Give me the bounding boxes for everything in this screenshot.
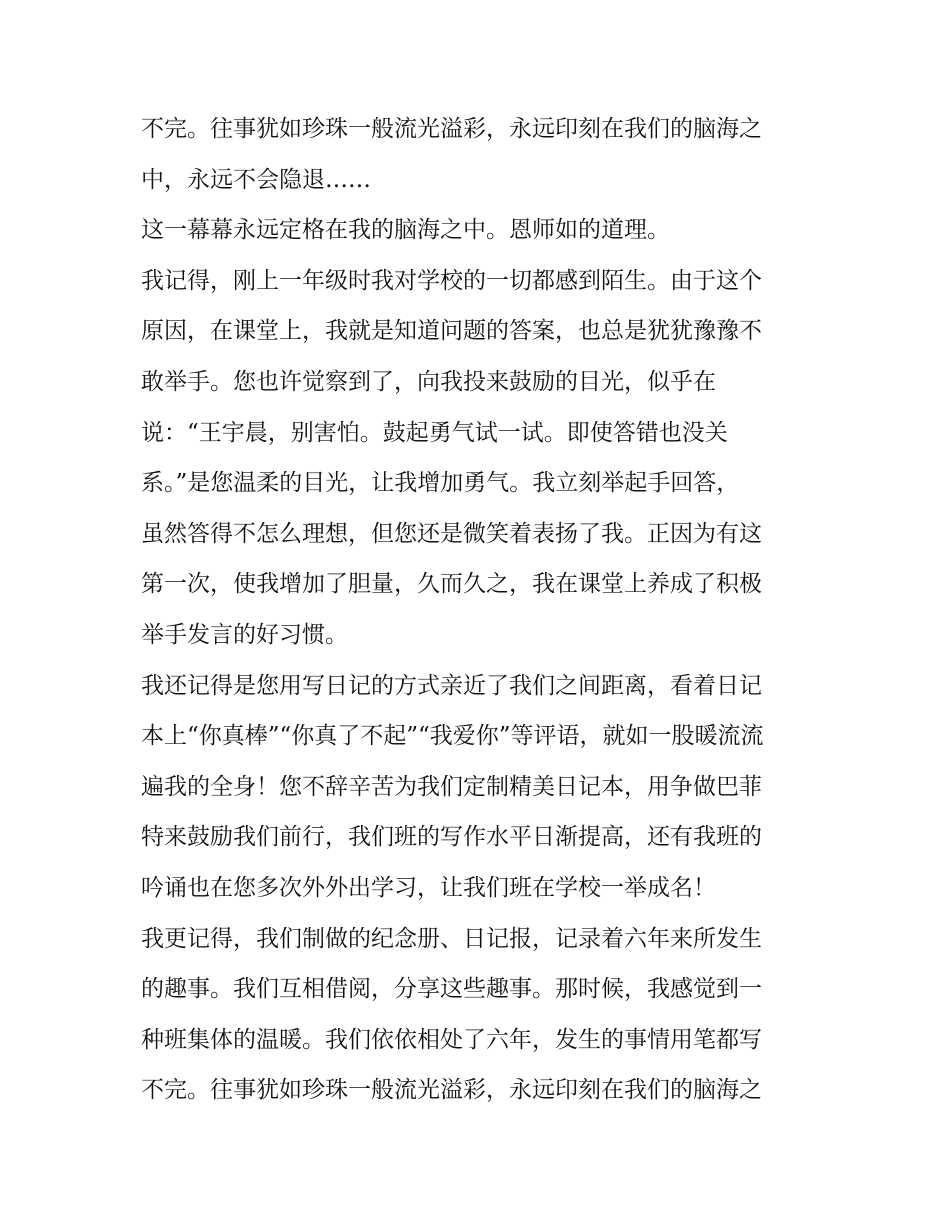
text-line-9: 虽然答得不怎么理想，但您还是微笑着表扬了我。正因为有这 bbox=[141, 520, 762, 547]
text-line-8: 系。”是您温柔的目光，让我增加勇气。我立刻举起手回答， bbox=[141, 470, 740, 497]
text-line-16: 吟诵也在您多次外外出学习，让我们班在学校一举成名！ bbox=[141, 874, 716, 901]
text-line-2: 中，永远不会隐退…… bbox=[141, 166, 371, 193]
text-line-1: 不完。往事犹如珍珠一般流光溢彩，永远印刻在我们的脑海之 bbox=[141, 116, 762, 142]
text-line-19: 种班集体的温暖。我们依依相处了六年，发生的事情用笔都写 bbox=[141, 1026, 762, 1053]
text-line-4: 我记得，刚上一年级时我对学校的一切都感到陌生。由于这个 bbox=[141, 267, 762, 294]
text-line-11: 举手发言的好习惯。 bbox=[141, 621, 348, 648]
text-line-3: 这一幕幕永远定格在我的脑海之中。恩师如的道理。 bbox=[141, 217, 670, 244]
text-line-20: 不完。往事犹如珍珠一般流光溢彩，永远印刻在我们的脑海之 bbox=[141, 1077, 762, 1104]
text-line-14: 遍我的全身！您不辞辛苦为我们定制精美日记本，用争做巴菲 bbox=[141, 773, 762, 800]
text-line-13: 本上“你真棒”“你真了不起”“我爱你”等评语，就如一股暖流流 bbox=[141, 723, 764, 750]
body-text bbox=[141, 104, 821, 1116]
text-line-15: 特来鼓励我们前行，我们班的写作水平日渐提高，还有我班的 bbox=[141, 824, 762, 851]
text-line-6: 敢举手。您也许觉察到了，向我投来鼓励的目光，似乎在 bbox=[141, 368, 716, 395]
text-line-5: 原因，在课堂上，我就是知道问题的答案，也总是犹犹豫豫不 bbox=[141, 318, 762, 345]
text-line-17: 我更记得，我们制做的纪念册、日记报，记录着六年来所发生 bbox=[141, 925, 762, 952]
text-line-12: 我还记得是您用写日记的方式亲近了我们之间距离，看着日记 bbox=[141, 672, 762, 699]
text-line-10: 第一次，使我增加了胆量，久而久之，我在课堂上养成了积极 bbox=[141, 571, 762, 598]
text-line-18: 的趣事。我们互相借阅，分享这些趣事。那时候，我感觉到一 bbox=[141, 976, 762, 1003]
text-line-7: 说：“王宇晨，别害怕。鼓起勇气试一试。即使答错也没关 bbox=[141, 419, 728, 446]
